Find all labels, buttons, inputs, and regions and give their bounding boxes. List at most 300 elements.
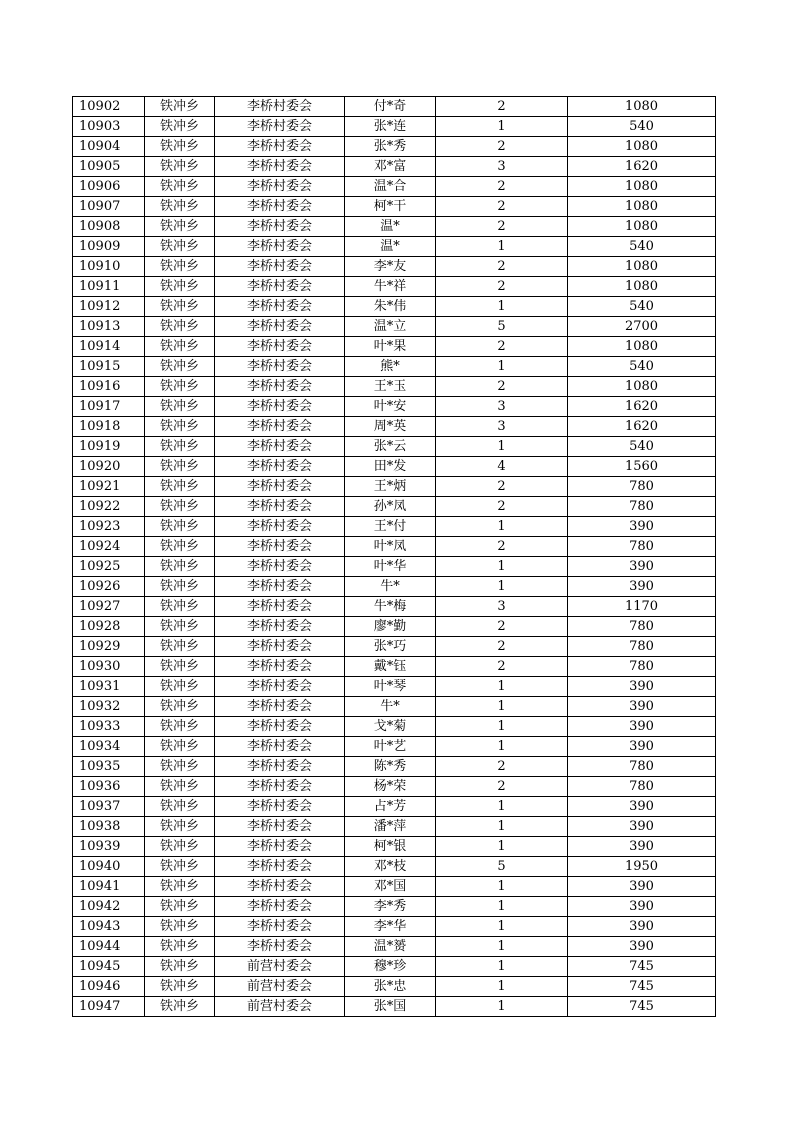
record-id-cell: 10937: [73, 797, 145, 817]
household-count-cell: 1: [436, 437, 568, 457]
table-row: [73, 997, 716, 1017]
table-row: [73, 517, 716, 537]
record-id-cell: 10946: [73, 977, 145, 997]
amount-cell: 745: [568, 997, 716, 1017]
village-committee-cell: 李桥村委会: [215, 437, 345, 457]
amount-cell: 540: [568, 297, 716, 317]
household-count-cell: 1: [436, 997, 568, 1017]
township-cell: 铁冲乡: [145, 477, 215, 497]
household-count-cell: 2: [436, 97, 568, 117]
village-committee-cell: 李桥村委会: [215, 517, 345, 537]
record-id-cell: 10925: [73, 557, 145, 577]
table-row: [73, 657, 716, 677]
village-committee-cell: 李桥村委会: [215, 357, 345, 377]
household-count-cell: 1: [436, 297, 568, 317]
table-row: [73, 957, 716, 977]
household-count-cell: 2: [436, 477, 568, 497]
record-id-cell: 10911: [73, 277, 145, 297]
amount-cell: 390: [568, 877, 716, 897]
township-cell: 铁冲乡: [145, 957, 215, 977]
table-row: [73, 817, 716, 837]
village-committee-cell: 李桥村委会: [215, 157, 345, 177]
township-cell: 铁冲乡: [145, 417, 215, 437]
name-cell: 王*炳: [345, 477, 436, 497]
table-row: [73, 157, 716, 177]
township-cell: 铁冲乡: [145, 297, 215, 317]
household-count-cell: 3: [436, 397, 568, 417]
name-cell: 柯*银: [345, 837, 436, 857]
household-count-cell: 2: [436, 137, 568, 157]
name-cell: 周*英: [345, 417, 436, 437]
village-committee-cell: 李桥村委会: [215, 937, 345, 957]
amount-cell: 390: [568, 917, 716, 937]
record-id-cell: 10907: [73, 197, 145, 217]
household-count-cell: 1: [436, 677, 568, 697]
record-id-cell: 10947: [73, 997, 145, 1017]
record-id-cell: 10928: [73, 617, 145, 637]
name-cell: 杨*荣: [345, 777, 436, 797]
village-committee-cell: 李桥村委会: [215, 97, 345, 117]
township-cell: 铁冲乡: [145, 817, 215, 837]
name-cell: 占*芳: [345, 797, 436, 817]
name-cell: 叶*凤: [345, 537, 436, 557]
table-row: [73, 977, 716, 997]
name-cell: 戴*钰: [345, 657, 436, 677]
name-cell: 邓*国: [345, 877, 436, 897]
name-cell: 张*秀: [345, 137, 436, 157]
village-committee-cell: 李桥村委会: [215, 477, 345, 497]
table-row: [73, 337, 716, 357]
village-committee-cell: 前营村委会: [215, 997, 345, 1017]
record-id-cell: 10943: [73, 917, 145, 937]
household-count-cell: 1: [436, 957, 568, 977]
name-cell: 张*云: [345, 437, 436, 457]
record-id-cell: 10933: [73, 717, 145, 737]
household-count-cell: 3: [436, 157, 568, 177]
table-row: [73, 897, 716, 917]
name-cell: 李*友: [345, 257, 436, 277]
township-cell: 铁冲乡: [145, 117, 215, 137]
name-cell: 张*连: [345, 117, 436, 137]
name-cell: 叶*安: [345, 397, 436, 417]
household-count-cell: 1: [436, 237, 568, 257]
village-committee-cell: 李桥村委会: [215, 257, 345, 277]
village-committee-cell: 李桥村委会: [215, 777, 345, 797]
table-row: [73, 477, 716, 497]
table-row: [73, 197, 716, 217]
amount-cell: 390: [568, 817, 716, 837]
table-row: [73, 397, 716, 417]
table-row: [73, 497, 716, 517]
name-cell: 牛*祥: [345, 277, 436, 297]
township-cell: 铁冲乡: [145, 97, 215, 117]
village-committee-cell: 李桥村委会: [215, 457, 345, 477]
amount-cell: 390: [568, 577, 716, 597]
amount-cell: 745: [568, 977, 716, 997]
household-count-cell: 1: [436, 897, 568, 917]
household-count-cell: 1: [436, 797, 568, 817]
household-count-cell: 2: [436, 337, 568, 357]
village-committee-cell: 李桥村委会: [215, 197, 345, 217]
township-cell: 铁冲乡: [145, 877, 215, 897]
township-cell: 铁冲乡: [145, 437, 215, 457]
household-count-cell: 3: [436, 417, 568, 437]
table-row: [73, 577, 716, 597]
amount-cell: 1080: [568, 217, 716, 237]
village-committee-cell: 李桥村委会: [215, 657, 345, 677]
table-row: [73, 97, 716, 117]
village-committee-cell: 李桥村委会: [215, 817, 345, 837]
amount-cell: 390: [568, 737, 716, 757]
amount-cell: 1950: [568, 857, 716, 877]
record-id-cell: 10944: [73, 937, 145, 957]
record-id-cell: 10926: [73, 577, 145, 597]
household-count-cell: 2: [436, 377, 568, 397]
name-cell: 穆*珍: [345, 957, 436, 977]
table-row: [73, 217, 716, 237]
record-id-cell: 10917: [73, 397, 145, 417]
name-cell: 邓*枝: [345, 857, 436, 877]
table-row: [73, 737, 716, 757]
name-cell: 牛*: [345, 697, 436, 717]
village-committee-cell: 李桥村委会: [215, 217, 345, 237]
amount-cell: 390: [568, 937, 716, 957]
table-row: [73, 137, 716, 157]
record-id-cell: 10903: [73, 117, 145, 137]
table-row: [73, 917, 716, 937]
township-cell: 铁冲乡: [145, 757, 215, 777]
village-committee-cell: 李桥村委会: [215, 117, 345, 137]
village-committee-cell: 李桥村委会: [215, 637, 345, 657]
record-id-cell: 10939: [73, 837, 145, 857]
township-cell: 铁冲乡: [145, 397, 215, 417]
record-id-cell: 10938: [73, 817, 145, 837]
record-id-cell: 10923: [73, 517, 145, 537]
village-committee-cell: 李桥村委会: [215, 917, 345, 937]
amount-cell: 390: [568, 677, 716, 697]
record-id-cell: 10918: [73, 417, 145, 437]
household-count-cell: 2: [436, 777, 568, 797]
amount-cell: 1620: [568, 157, 716, 177]
record-id-cell: 10904: [73, 137, 145, 157]
village-committee-cell: 李桥村委会: [215, 377, 345, 397]
amount-cell: 390: [568, 717, 716, 737]
amount-cell: 1080: [568, 97, 716, 117]
name-cell: 叶*华: [345, 557, 436, 577]
township-cell: 铁冲乡: [145, 497, 215, 517]
amount-cell: 390: [568, 697, 716, 717]
amount-cell: 1080: [568, 197, 716, 217]
amount-cell: 390: [568, 517, 716, 537]
township-cell: 铁冲乡: [145, 837, 215, 857]
village-committee-cell: 李桥村委会: [215, 397, 345, 417]
amount-cell: 540: [568, 357, 716, 377]
amount-cell: 780: [568, 777, 716, 797]
amount-cell: 780: [568, 617, 716, 637]
township-cell: 铁冲乡: [145, 697, 215, 717]
amount-cell: 540: [568, 237, 716, 257]
township-cell: 铁冲乡: [145, 897, 215, 917]
table-row: [73, 417, 716, 437]
record-id-cell: 10942: [73, 897, 145, 917]
township-cell: 铁冲乡: [145, 197, 215, 217]
name-cell: 温*立: [345, 317, 436, 337]
township-cell: 铁冲乡: [145, 357, 215, 377]
table-row: [73, 317, 716, 337]
household-count-cell: 5: [436, 857, 568, 877]
household-count-cell: 1: [436, 517, 568, 537]
amount-cell: 780: [568, 477, 716, 497]
name-cell: 陈*秀: [345, 757, 436, 777]
name-cell: 牛*梅: [345, 597, 436, 617]
table-row: [73, 757, 716, 777]
name-cell: 廖*勤: [345, 617, 436, 637]
township-cell: 铁冲乡: [145, 237, 215, 257]
table-row: [73, 177, 716, 197]
name-cell: 潘*萍: [345, 817, 436, 837]
village-committee-cell: 李桥村委会: [215, 277, 345, 297]
name-cell: 叶*艺: [345, 737, 436, 757]
name-cell: 温*: [345, 237, 436, 257]
table-row: [73, 377, 716, 397]
household-count-cell: 3: [436, 597, 568, 617]
record-id-cell: 10915: [73, 357, 145, 377]
table-row: [73, 937, 716, 957]
record-id-cell: 10909: [73, 237, 145, 257]
record-id-cell: 10906: [73, 177, 145, 197]
amount-cell: 2700: [568, 317, 716, 337]
table-row: [73, 717, 716, 737]
table-row: [73, 357, 716, 377]
name-cell: 孙*凤: [345, 497, 436, 517]
name-cell: 田*发: [345, 457, 436, 477]
township-cell: 铁冲乡: [145, 857, 215, 877]
household-count-cell: 2: [436, 217, 568, 237]
amount-cell: 745: [568, 957, 716, 977]
village-committee-cell: 李桥村委会: [215, 597, 345, 617]
village-committee-cell: 李桥村委会: [215, 837, 345, 857]
household-count-cell: 2: [436, 637, 568, 657]
amount-cell: 540: [568, 437, 716, 457]
amount-cell: 1560: [568, 457, 716, 477]
household-count-cell: 1: [436, 937, 568, 957]
amount-cell: 780: [568, 497, 716, 517]
village-committee-cell: 李桥村委会: [215, 537, 345, 557]
household-count-cell: 2: [436, 617, 568, 637]
record-id-cell: 10910: [73, 257, 145, 277]
household-count-cell: 2: [436, 497, 568, 517]
table-row: [73, 437, 716, 457]
village-committee-cell: 李桥村委会: [215, 697, 345, 717]
township-cell: 铁冲乡: [145, 917, 215, 937]
name-cell: 叶*果: [345, 337, 436, 357]
table-row: [73, 857, 716, 877]
name-cell: 朱*伟: [345, 297, 436, 317]
village-committee-cell: 李桥村委会: [215, 237, 345, 257]
amount-cell: 780: [568, 637, 716, 657]
township-cell: 铁冲乡: [145, 177, 215, 197]
village-committee-cell: 李桥村委会: [215, 857, 345, 877]
township-cell: 铁冲乡: [145, 157, 215, 177]
record-id-cell: 10931: [73, 677, 145, 697]
township-cell: 铁冲乡: [145, 257, 215, 277]
table-row: [73, 617, 716, 637]
name-cell: 张*巧: [345, 637, 436, 657]
table-row: [73, 677, 716, 697]
table-row: [73, 277, 716, 297]
township-cell: 铁冲乡: [145, 277, 215, 297]
name-cell: 戈*菊: [345, 717, 436, 737]
household-count-cell: 4: [436, 457, 568, 477]
household-count-cell: 5: [436, 317, 568, 337]
amount-cell: 390: [568, 797, 716, 817]
record-id-cell: 10934: [73, 737, 145, 757]
village-committee-cell: 前营村委会: [215, 957, 345, 977]
amount-cell: 390: [568, 837, 716, 857]
township-cell: 铁冲乡: [145, 997, 215, 1017]
household-count-cell: 1: [436, 977, 568, 997]
record-id-cell: 10919: [73, 437, 145, 457]
village-committee-cell: 李桥村委会: [215, 877, 345, 897]
record-id-cell: 10912: [73, 297, 145, 317]
table-row: [73, 237, 716, 257]
record-id-cell: 10940: [73, 857, 145, 877]
household-count-cell: 2: [436, 197, 568, 217]
household-count-cell: 2: [436, 257, 568, 277]
township-cell: 铁冲乡: [145, 717, 215, 737]
household-count-cell: 2: [436, 757, 568, 777]
name-cell: 李*秀: [345, 897, 436, 917]
name-cell: 李*华: [345, 917, 436, 937]
township-cell: 铁冲乡: [145, 577, 215, 597]
amount-cell: 1080: [568, 137, 716, 157]
township-cell: 铁冲乡: [145, 777, 215, 797]
amount-cell: 390: [568, 897, 716, 917]
village-committee-cell: 李桥村委会: [215, 797, 345, 817]
township-cell: 铁冲乡: [145, 637, 215, 657]
amount-cell: 1080: [568, 337, 716, 357]
village-committee-cell: 李桥村委会: [215, 297, 345, 317]
village-committee-cell: 李桥村委会: [215, 897, 345, 917]
amount-cell: 390: [568, 557, 716, 577]
record-id-cell: 10936: [73, 777, 145, 797]
name-cell: 温*: [345, 217, 436, 237]
household-count-cell: 1: [436, 717, 568, 737]
name-cell: 柯*干: [345, 197, 436, 217]
name-cell: 张*忠: [345, 977, 436, 997]
amount-cell: 540: [568, 117, 716, 137]
record-id-cell: 10913: [73, 317, 145, 337]
township-cell: 铁冲乡: [145, 137, 215, 157]
table-row: [73, 697, 716, 717]
name-cell: 叶*琴: [345, 677, 436, 697]
household-count-cell: 2: [436, 657, 568, 677]
table-row: [73, 257, 716, 277]
record-id-cell: 10935: [73, 757, 145, 777]
township-cell: 铁冲乡: [145, 797, 215, 817]
table-row: [73, 837, 716, 857]
name-cell: 王*玉: [345, 377, 436, 397]
record-id-cell: 10930: [73, 657, 145, 677]
table-row: [73, 877, 716, 897]
township-cell: 铁冲乡: [145, 617, 215, 637]
name-cell: 温*合: [345, 177, 436, 197]
record-id-cell: 10945: [73, 957, 145, 977]
amount-cell: 1170: [568, 597, 716, 617]
household-count-cell: 1: [436, 557, 568, 577]
township-cell: 铁冲乡: [145, 977, 215, 997]
amount-cell: 1080: [568, 377, 716, 397]
name-cell: 付*奇: [345, 97, 436, 117]
table-row: [73, 557, 716, 577]
amount-cell: 1620: [568, 417, 716, 437]
name-cell: 王*付: [345, 517, 436, 537]
table-row: [73, 797, 716, 817]
name-cell: 张*国: [345, 997, 436, 1017]
record-id-cell: 10921: [73, 477, 145, 497]
village-committee-cell: 李桥村委会: [215, 137, 345, 157]
household-count-cell: 1: [436, 877, 568, 897]
amount-cell: 780: [568, 537, 716, 557]
record-id-cell: 10924: [73, 537, 145, 557]
record-id-cell: 10916: [73, 377, 145, 397]
record-id-cell: 10929: [73, 637, 145, 657]
village-committee-cell: 李桥村委会: [215, 577, 345, 597]
township-cell: 铁冲乡: [145, 597, 215, 617]
table-row: [73, 117, 716, 137]
household-count-cell: 2: [436, 177, 568, 197]
amount-cell: 1080: [568, 277, 716, 297]
amount-cell: 1080: [568, 177, 716, 197]
village-committee-cell: 李桥村委会: [215, 617, 345, 637]
household-count-cell: 1: [436, 917, 568, 937]
township-cell: 铁冲乡: [145, 517, 215, 537]
table-row: [73, 597, 716, 617]
village-committee-cell: 李桥村委会: [215, 417, 345, 437]
record-id-cell: 10920: [73, 457, 145, 477]
household-count-cell: 1: [436, 817, 568, 837]
name-cell: 牛*: [345, 577, 436, 597]
township-cell: 铁冲乡: [145, 377, 215, 397]
beneficiary-table: [72, 96, 716, 1017]
township-cell: 铁冲乡: [145, 677, 215, 697]
table-row: [73, 637, 716, 657]
table-row: [73, 537, 716, 557]
name-cell: 温*赟: [345, 937, 436, 957]
household-count-cell: 1: [436, 357, 568, 377]
record-id-cell: 10932: [73, 697, 145, 717]
household-count-cell: 1: [436, 837, 568, 857]
township-cell: 铁冲乡: [145, 657, 215, 677]
amount-cell: 780: [568, 757, 716, 777]
record-id-cell: 10908: [73, 217, 145, 237]
township-cell: 铁冲乡: [145, 317, 215, 337]
record-id-cell: 10941: [73, 877, 145, 897]
record-id-cell: 10914: [73, 337, 145, 357]
household-count-cell: 1: [436, 737, 568, 757]
household-count-cell: 2: [436, 277, 568, 297]
village-committee-cell: 李桥村委会: [215, 177, 345, 197]
village-committee-cell: 李桥村委会: [215, 717, 345, 737]
village-committee-cell: 前营村委会: [215, 977, 345, 997]
village-committee-cell: 李桥村委会: [215, 757, 345, 777]
household-count-cell: 1: [436, 117, 568, 137]
household-count-cell: 2: [436, 537, 568, 557]
amount-cell: 1620: [568, 397, 716, 417]
township-cell: 铁冲乡: [145, 937, 215, 957]
township-cell: 铁冲乡: [145, 537, 215, 557]
township-cell: 铁冲乡: [145, 457, 215, 477]
